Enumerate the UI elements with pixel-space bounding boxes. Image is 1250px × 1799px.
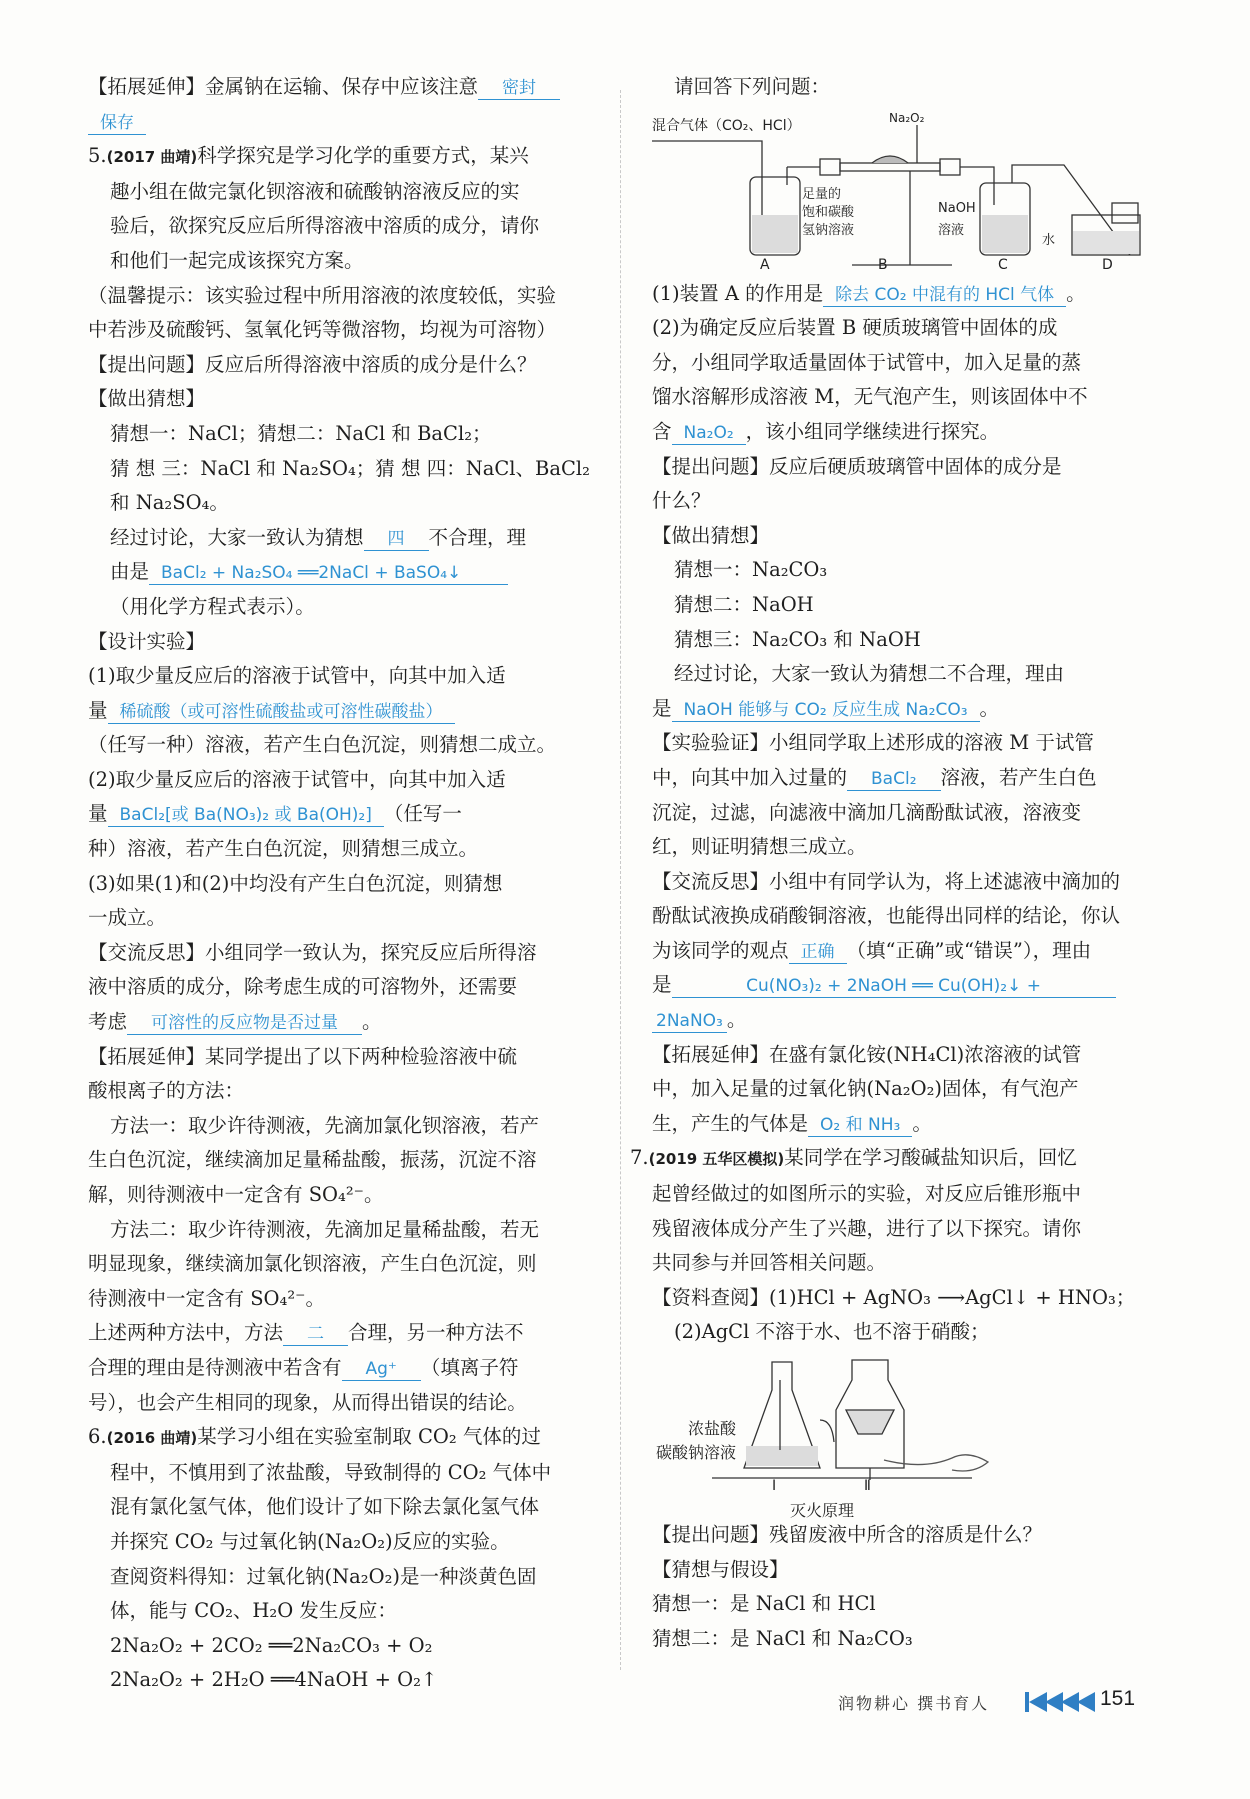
fig-label-a: 氢钠溶液 (802, 222, 855, 238)
text: 分，小组同学取适量固体于试管中，加入足量的蒸 (652, 350, 1082, 374)
text: （填离子符 (420, 1355, 519, 1379)
section-ask: 【提出问题】反应后硬质玻璃管中固体的成分是 (652, 454, 1062, 478)
text: 号），也会产生相同的现象，从而得出错误的结论。 (88, 1390, 527, 1414)
tip-text: （温馨提示：该实验过程中所用溶液的浓度较低，实验 (88, 283, 557, 307)
text: 趣小组在做完氯化钡溶液和硫酸钠溶液反应的实 (110, 179, 520, 203)
text: (2)为确定反应后装置 B 硬质玻璃管中固体的成 (652, 316, 1058, 340)
text: 一成立。 (88, 906, 167, 930)
text: 考虑 (88, 1010, 128, 1034)
text: ，该小组同学继续进行探究。 (745, 419, 1000, 443)
text: 。 (1066, 281, 1086, 305)
answer-blank: Cu(NO₃)₂ + 2NaOH ══ Cu(OH)₂↓ + (672, 975, 1116, 998)
text: 。 (726, 1008, 747, 1032)
method-text: 生白色沉淀，继续滴加足量稀盐酸，振荡，沉淀不溶 (88, 1148, 537, 1172)
method-text: 待测液中一定含有 SO₄²⁻。 (88, 1286, 325, 1310)
reflect-answer-line (88, 1005, 600, 1040)
section-hypothesis: 【猜想与假设】 (652, 1557, 789, 1581)
rewind-arrows-icon (1025, 1691, 1095, 1717)
text: 某学习小组在实验室制取 CO₂ 气体的过 (197, 1425, 541, 1449)
q6-line-1 (88, 1420, 600, 1456)
text: 由是 (110, 560, 150, 584)
answer-blank: BaCl₂ (847, 768, 941, 791)
disc-answer-line (652, 692, 1152, 727)
text: 中，向其中加入过量的 (652, 765, 848, 789)
text: 残留液体成分产生了兴趣，进行了以下探究。请你 (652, 1216, 1082, 1240)
text: 合理的理由是待测液中若含有 (88, 1355, 342, 1379)
section-info: 【资料查阅】(1)HCl + AgNO₃ ⟶AgCl↓ + HNO₃； (652, 1285, 1136, 1309)
text: (1)装置 A 的作用是 (652, 281, 824, 305)
answer-blank: 二 (283, 1323, 348, 1346)
fig-label-c: 溶液 (938, 222, 965, 238)
answer-blank: 保存 (88, 112, 146, 135)
method-text: 明显现象，继续滴加氯化钡溶液，产生白色沉淀，则 (88, 1252, 537, 1276)
fig-letter-d: D (1102, 256, 1113, 273)
section-design: 【设计实验】 (88, 629, 206, 653)
section-reflect: 【交流反思】小组同学一致认为，探究反应后所得溶 (88, 940, 537, 964)
text: 为该同学的观点 (652, 938, 789, 962)
method-text: 方法一：取少许待测液，先滴加氯化钡溶液，若产 (110, 1113, 540, 1137)
fig-label-a: 饱和碳酸 (802, 204, 855, 220)
column-divider (620, 90, 621, 1670)
text: （用化学方程式表示）。 (110, 594, 315, 618)
answer-blank: O₂ 和 NH₃ (808, 1114, 912, 1137)
ext-line (88, 70, 600, 105)
reason-answer-line (652, 968, 1152, 1003)
method-text: 方法二：取少许待测液，先滴加足量稀盐酸，若无 (110, 1217, 540, 1241)
text: 起曾经做过的如图所示的实验，对反应后锥形瓶中 (652, 1182, 1082, 1206)
text: 。 (362, 1010, 382, 1034)
gas-answer-line (652, 1107, 1152, 1142)
fig-label-c: NaOH (938, 200, 976, 216)
section-extend: 【拓展延伸】在盛有氯化铵(NH₄Cl)浓溶液的试管 (652, 1042, 1082, 1066)
ion-answer-line (88, 1351, 600, 1386)
guess-text: 猜想三：Na₂CO₃ 和 NaOH (674, 627, 921, 651)
right-column (630, 70, 1152, 1656)
text: 共同参与并回答相关问题。 (652, 1251, 887, 1275)
question-number: 6. (88, 1425, 107, 1449)
footer-motto: 润物耕心 撰书育人 (838, 1694, 990, 1713)
question-source: (2017 曲靖) (106, 148, 198, 167)
text: 体，能与 CO₂、H₂O 发生反应： (110, 1599, 397, 1623)
text: 合理，另一种方法不 (348, 1321, 524, 1345)
opinion-answer-line (652, 934, 1152, 969)
r1-line (652, 277, 1152, 312)
text: (3)如果(1)和(2)中均没有产生白色沉淀，则猜想 (88, 871, 503, 895)
answer-blank: Ag⁺ (342, 1358, 421, 1381)
method-answer-line (88, 1316, 600, 1351)
fig-label-soda: 碳酸钠溶液 (656, 1443, 737, 1462)
apparatus-figure (652, 105, 1152, 277)
answer-blank: BaCl₂ + Na₂SO₄ ══2NaCl + BaSO₄↓ (149, 562, 508, 585)
fig-letter-c: C (998, 256, 1008, 273)
text: 是 (652, 973, 672, 997)
section-guess: 【做出猜想】 (652, 523, 770, 547)
text: 量 (88, 698, 108, 722)
answer-blank: 正确 (789, 941, 847, 964)
fig-letter-b: B (878, 256, 888, 273)
answer-blank: NaOH 能够与 CO₂ 反应生成 Na₂CO₃ (672, 699, 980, 722)
fig-label-two: Ⅱ (864, 1478, 871, 1494)
hypothesis-text: 猜想一：是 NaCl 和 HCl (652, 1592, 876, 1616)
text: 和他们一起完成该探究方案。 (110, 248, 364, 272)
section-reflect: 【交流反思】小组中有同学认为，将上述滤液中滴加的 (652, 869, 1121, 893)
question-number: 7. (630, 1146, 649, 1170)
page-footer (838, 1685, 1138, 1719)
text: 请回答下列问题： (674, 75, 831, 98)
fig-label-a: 足量的 (802, 186, 842, 202)
text: (2)AgCl 不溶于水、也不溶于硝酸； (674, 1320, 990, 1344)
text: （任写一种）溶液，若产生白色沉淀，则猜想二成立。 (88, 733, 557, 757)
guess-text: 猜想一：NaCl；猜想二：NaCl 和 BaCl₂； (110, 421, 492, 445)
guess-text: 和 Na₂SO₄。 (110, 491, 229, 515)
fig-label-gas: 混合气体（CO₂、HCl） (652, 117, 801, 134)
text: 。 (912, 1111, 932, 1135)
text: 并探究 CO₂ 与过氧化钠(Na₂O₂)反应的实验。 (110, 1529, 510, 1553)
text: 含 (652, 419, 672, 443)
fig-caption: 灭火原理 (790, 1501, 855, 1520)
text: 。 (979, 696, 1000, 720)
text: 酚酞试液换成硝酸铜溶液，也能得出同样的结论，你认 (652, 904, 1121, 928)
text: 液中溶质的成分，除考虑生成的可溶物外，还需要 (88, 975, 518, 999)
verify-answer-line (652, 761, 1152, 796)
text: 混有氯化氢气体，他们设计了如下除去氯化氢气体 (110, 1495, 540, 1519)
text: (2)取少量反应后的溶液于试管中，向其中加入适 (88, 767, 506, 791)
discussion-line (88, 521, 600, 556)
method-text: 解，则待测液中一定含有 SO₄²⁻。 (88, 1183, 384, 1206)
fig-label-water: 水 (1042, 232, 1056, 248)
text: 经过讨论，大家一致认为猜想二不合理，理由 (674, 662, 1065, 686)
answer-blank: 稀硫酸（或可溶性硫酸盐或可溶性碳酸盐） (108, 701, 455, 724)
text: 查阅资料得知：过氧化钠(Na₂O₂)是一种淡黄色固 (110, 1564, 537, 1588)
text: 验后，欲探究反应后所得溶液中溶质的成分，请你 (110, 214, 540, 238)
guess-text: 猜想二：NaOH (674, 592, 814, 616)
r2-answer-line (652, 415, 1152, 450)
equation: 2Na₂O₂ + 2H₂O ══4NaOH + O₂↑ (110, 1668, 438, 1692)
text: 种）溶液，若产生白色沉淀，则猜想三成立。 (88, 837, 479, 861)
text: 是 (652, 696, 672, 720)
tip-text: 中若涉及硫酸钙、氢氧化钙等微溶物，均视为可溶物） (88, 318, 557, 342)
section-ask: 【提出问题】反应后所得溶液中溶质的成分是什么？ (88, 352, 537, 376)
reason-answer-line-2 (652, 1003, 1152, 1038)
answer-blank: Na₂O₂ (672, 422, 746, 445)
text: 上述两种方法中，方法 (88, 1321, 284, 1345)
answer-blank: 可溶性的反应物是否过量 (127, 1012, 362, 1035)
text: 某同学在学习酸碱盐知识后，回忆 (784, 1146, 1077, 1170)
section-guess: 【做出猜想】 (88, 387, 206, 411)
text: 沉淀，过滤，向滤液中滴加几滴酚酞试液，溶液变 (652, 800, 1082, 824)
text: 科学探究是学习化学的重要方式，某兴 (197, 144, 529, 168)
answer-blank: 2NaNO₃ (652, 1010, 727, 1033)
equation: 2Na₂O₂ + 2CO₂ ══2Na₂CO₃ + O₂ (110, 1633, 433, 1657)
text: 经过讨论，大家一致认为猜想 (110, 525, 364, 549)
section-ask: 【提出问题】残留废液中所含的溶质是什么？ (652, 1523, 1043, 1546)
fig-label-one: Ⅰ (772, 1478, 777, 1494)
text: （任写一 (383, 802, 462, 826)
question-source: (2016 曲靖) (106, 1429, 198, 1448)
hypothesis-text: 猜想二：是 NaCl 和 Na₂CO₃ (652, 1626, 913, 1650)
question-source: (2019 五华区模拟) (648, 1150, 785, 1169)
question-number: 5. (88, 144, 107, 168)
section-extend: 【拓展延伸】某同学提出了以下两种检验溶液中硫 (88, 1044, 518, 1068)
guess-text: 猜 想 三：NaCl 和 Na₂SO₄；猜 想 四：NaCl、BaCl₂ (110, 456, 590, 480)
left-column (88, 70, 600, 1698)
ext-line-2 (88, 105, 600, 140)
text: (1)取少量反应后的溶液于试管中，向其中加入适 (88, 664, 506, 688)
fig-label-reagent: Na₂O₂ (889, 110, 925, 125)
q5-line-1 (88, 139, 600, 175)
text: 不合理，理 (428, 525, 527, 549)
text: 什么？ (652, 489, 711, 513)
text: 量 (88, 802, 108, 826)
page-number: 151 (1100, 1687, 1136, 1710)
d1-answer-line (88, 694, 600, 729)
fig-letter-a: A (760, 256, 770, 273)
answer-blank: 密封 (478, 77, 560, 100)
text: 中，加入足量的过氧化钠(Na₂O₂)固体，有气泡产 (652, 1077, 1079, 1101)
answer-blank: 除去 CO₂ 中混有的 HCl 气体 (823, 284, 1066, 307)
answer-blank: BaCl₂[或 Ba(NO₃)₂ 或 Ba(OH)₂] (108, 804, 384, 827)
guess-text: 猜想一：Na₂CO₃ (674, 558, 828, 582)
q7-line-1 (630, 1141, 1152, 1177)
text: 红，则证明猜想三成立。 (652, 835, 867, 859)
text: 程中，不慎用到了浓盐酸，导致制得的 CO₂ 气体中 (110, 1460, 552, 1484)
text: （填“正确”或“错误”），理由 (846, 938, 1092, 962)
extinguisher-figure (652, 1350, 1152, 1518)
d2-answer-line (88, 797, 600, 832)
text: 溶液，若产生白色 (940, 765, 1097, 789)
reason-line (88, 555, 600, 590)
fig-label-acid: 浓盐酸 (688, 1419, 737, 1438)
text: 馏水溶解形成溶液 M，无气泡产生，则该固体中不 (652, 385, 1088, 409)
answer-blank: 四 (364, 528, 429, 551)
text: 生，产生的气体是 (652, 1111, 809, 1135)
section-verify: 【实验验证】小组同学取上述形成的溶液 M 于试管 (652, 731, 1094, 755)
text: 【拓展延伸】金属钠在运输、保存中应该注意 (88, 75, 479, 98)
text: 酸根离子的方法： (88, 1079, 245, 1103)
